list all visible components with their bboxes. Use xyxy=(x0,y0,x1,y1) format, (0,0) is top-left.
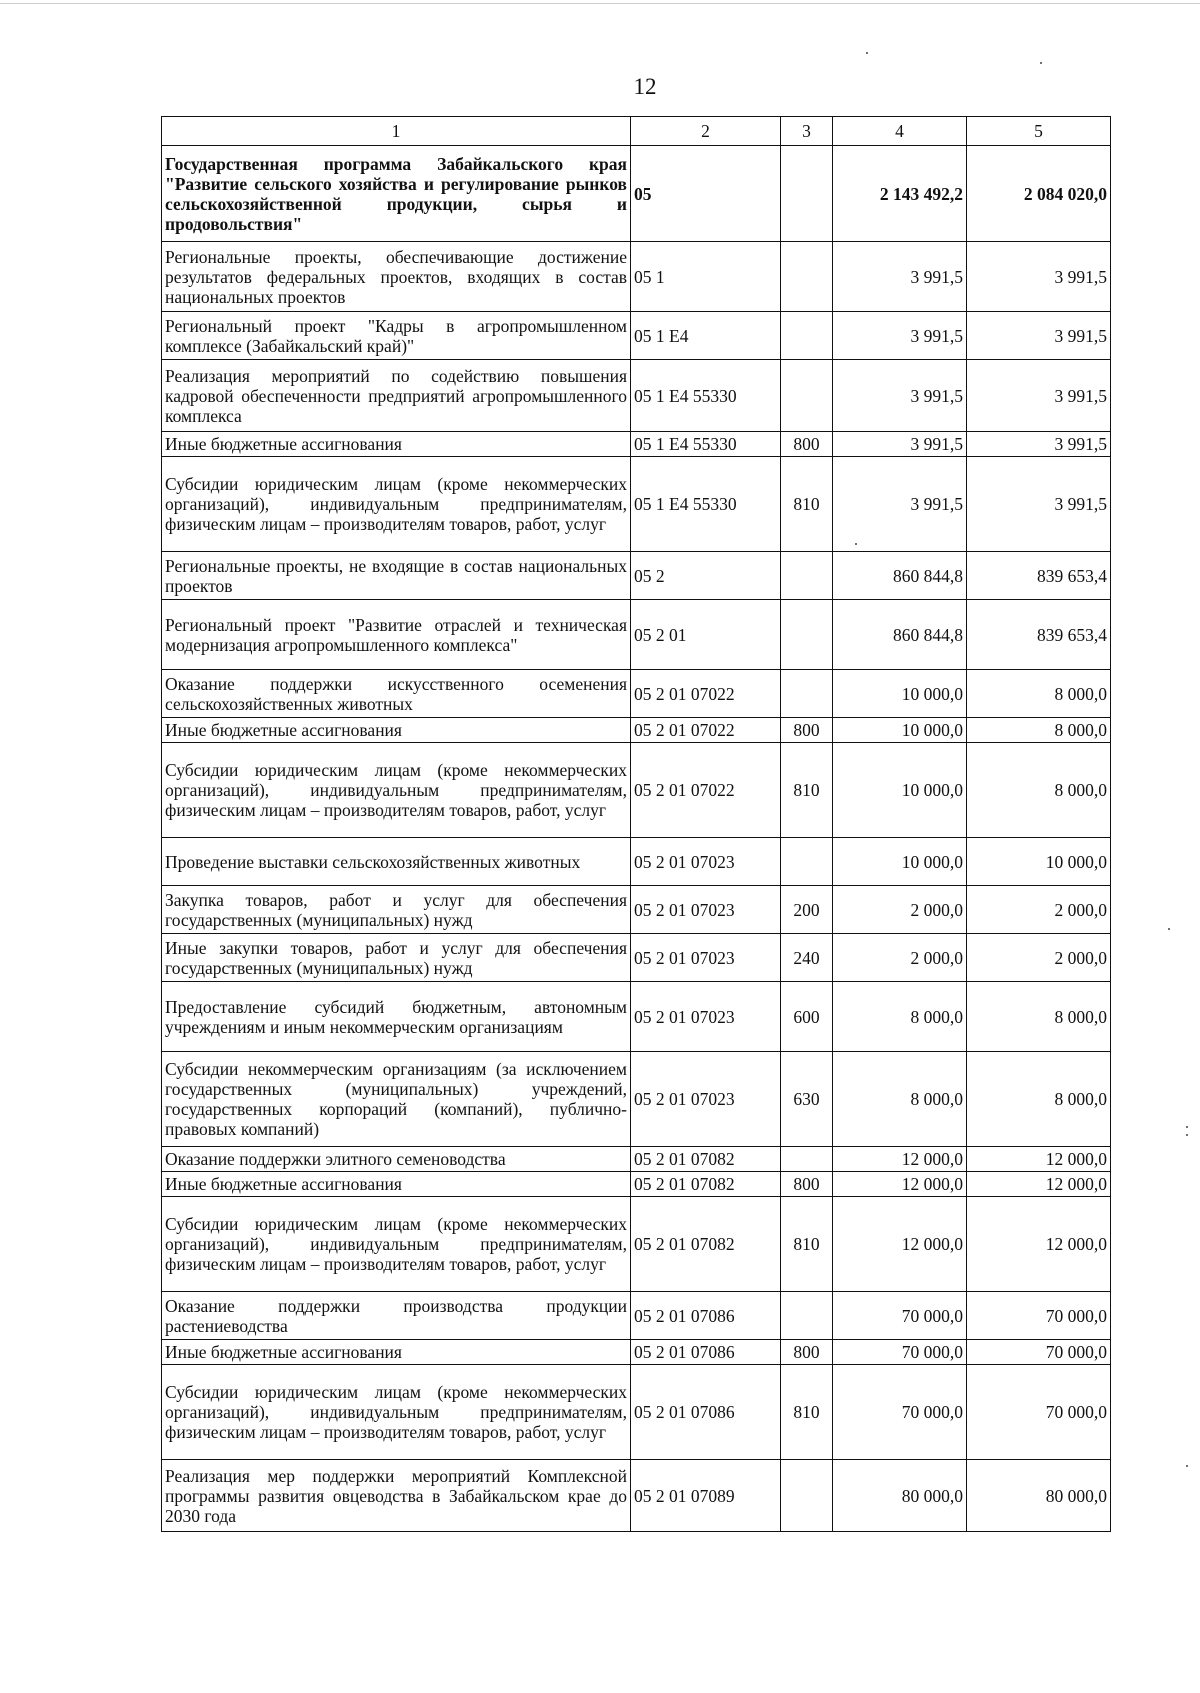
row-name-cell: Оказание поддержки искусственного осеменения сельскохозяйственных животных xyxy=(162,670,631,718)
table-row xyxy=(162,718,1111,743)
table-row xyxy=(162,1292,1111,1340)
table-row xyxy=(162,312,1111,360)
row-sum-2020-cell: 80 000,0 xyxy=(833,1460,967,1532)
row-sum-2021-cell: 80 000,0 xyxy=(967,1460,1111,1532)
row-sum-2020-cell: 12 000,0 xyxy=(833,1147,967,1172)
row-type-cell xyxy=(781,312,833,360)
row-sum-2020-cell: 10 000,0 xyxy=(833,743,967,838)
table-body xyxy=(162,146,1111,1532)
table-row xyxy=(162,552,1111,600)
table-row xyxy=(162,743,1111,838)
row-sum-2021-cell: 8 000,0 xyxy=(967,1052,1111,1147)
page-number: 12 xyxy=(633,74,657,99)
table-row xyxy=(162,360,1111,432)
row-sum-2020-cell: 8 000,0 xyxy=(833,1052,967,1147)
row-type-cell: 800 xyxy=(781,432,833,457)
row-type-cell xyxy=(781,600,833,670)
row-type-cell xyxy=(781,670,833,718)
table-row xyxy=(162,982,1111,1052)
row-code-cell: 05 1 xyxy=(631,242,781,312)
row-sum-2020-cell: 3 991,5 xyxy=(833,432,967,457)
row-type-cell: 800 xyxy=(781,1340,833,1365)
table-row xyxy=(162,457,1111,552)
row-name-cell: Государственная программа Забайкальского края "Развитие сельского хозяйства и регулирование рынков сельскохозяйственной продукции, сырья и продовольствия" xyxy=(162,146,631,242)
row-code-cell: 05 2 01 07082 xyxy=(631,1147,781,1172)
row-sum-2021-cell: 70 000,0 xyxy=(967,1340,1111,1365)
table-row xyxy=(162,1365,1111,1460)
table-row xyxy=(162,1172,1111,1197)
row-sum-2020-cell: 2 000,0 xyxy=(833,934,967,982)
row-name-cell: Оказание поддержки производства продукции растениеводства xyxy=(162,1292,631,1340)
row-name-cell: Субсидии юридическим лицам (кроме некоммерческих организаций), индивидуальным предпринимателям, физическим лицам – производителям товаров, работ, услуг xyxy=(162,457,631,552)
row-sum-2021-cell: 839 653,4 xyxy=(967,600,1111,670)
row-code-cell: 05 2 01 07022 xyxy=(631,743,781,838)
row-sum-2021-cell: 2 000,0 xyxy=(967,934,1111,982)
row-name-cell: Реализация мер поддержки мероприятий Комплексной программы развития овцеводства в Забайкальском крае до 2030 года xyxy=(162,1460,631,1532)
row-sum-2020-cell: 10 000,0 xyxy=(833,718,967,743)
row-name-cell: Иные бюджетные ассигнования xyxy=(162,1340,631,1365)
row-sum-2020-cell: 12 000,0 xyxy=(833,1197,967,1292)
row-name-cell: Предоставление субсидий бюджетным, автономным учреждениям и иным некоммерческим организациям xyxy=(162,982,631,1052)
table-row xyxy=(162,600,1111,670)
scan-edge-line xyxy=(0,3,1200,4)
table-row xyxy=(162,670,1111,718)
row-code-cell: 05 2 01 07023 xyxy=(631,886,781,934)
row-sum-2021-cell: 3 991,5 xyxy=(967,457,1111,552)
row-sum-2021-cell: 3 991,5 xyxy=(967,242,1111,312)
scan-speck xyxy=(866,52,868,54)
row-sum-2020-cell: 3 991,5 xyxy=(833,457,967,552)
table-row xyxy=(162,1147,1111,1172)
row-name-cell: Реализация мероприятий по содействию повышения кадровой обеспеченности предприятий агропромышленного комплекса xyxy=(162,360,631,432)
table-row xyxy=(162,146,1111,242)
row-name-cell: Субсидии юридическим лицам (кроме некоммерческих организаций), индивидуальным предпринимателям, физическим лицам – производителям товаров, работ, услуг xyxy=(162,1365,631,1460)
row-sum-2020-cell: 12 000,0 xyxy=(833,1172,967,1197)
table-row xyxy=(162,432,1111,457)
table-row xyxy=(162,1340,1111,1365)
header-col-2: 2 xyxy=(631,117,781,146)
row-name-cell: Проведение выставки сельскохозяйственных животных xyxy=(162,838,631,886)
row-type-cell xyxy=(781,242,833,312)
row-name-cell: Иные закупки товаров, работ и услуг для обеспечения государственных (муниципальных) нужд xyxy=(162,934,631,982)
row-code-cell: 05 2 01 07086 xyxy=(631,1340,781,1365)
row-sum-2021-cell: 3 991,5 xyxy=(967,432,1111,457)
row-name-cell: Региональный проект "Кадры в агропромышленном комплексе (Забайкальский край)" xyxy=(162,312,631,360)
row-type-cell xyxy=(781,360,833,432)
row-sum-2020-cell: 2 000,0 xyxy=(833,886,967,934)
table-row xyxy=(162,242,1111,312)
row-name-cell: Региональный проект "Развитие отраслей и техническая модернизация агропромышленного комплекса" xyxy=(162,600,631,670)
row-type-cell: 810 xyxy=(781,1365,833,1460)
row-sum-2020-cell: 10 000,0 xyxy=(833,838,967,886)
row-code-cell: 05 2 01 07022 xyxy=(631,670,781,718)
row-type-cell: 800 xyxy=(781,718,833,743)
row-sum-2021-cell: 3 991,5 xyxy=(967,360,1111,432)
header-row xyxy=(162,117,1111,146)
scan-speck xyxy=(1186,1465,1188,1467)
row-code-cell: 05 2 01 07022 xyxy=(631,718,781,743)
row-code-cell: 05 2 01 07023 xyxy=(631,838,781,886)
row-type-cell xyxy=(781,552,833,600)
row-name-cell: Иные бюджетные ассигнования xyxy=(162,1172,631,1197)
row-sum-2021-cell: 8 000,0 xyxy=(967,982,1111,1052)
row-sum-2021-cell: 8 000,0 xyxy=(967,743,1111,838)
row-sum-2021-cell: 12 000,0 xyxy=(967,1172,1111,1197)
row-type-cell xyxy=(781,1460,833,1532)
row-sum-2021-cell: 3 991,5 xyxy=(967,312,1111,360)
table-row xyxy=(162,1197,1111,1292)
row-code-cell: 05 1 Е4 xyxy=(631,312,781,360)
row-type-cell xyxy=(781,1292,833,1340)
header-col-3: 3 xyxy=(781,117,833,146)
table-row xyxy=(162,1052,1111,1147)
row-code-cell: 05 2 01 07089 xyxy=(631,1460,781,1532)
row-type-cell xyxy=(781,1147,833,1172)
row-code-cell: 05 2 01 07082 xyxy=(631,1197,781,1292)
row-name-cell: Оказание поддержки элитного семеноводства xyxy=(162,1147,631,1172)
row-sum-2020-cell: 3 991,5 xyxy=(833,312,967,360)
row-type-cell: 810 xyxy=(781,457,833,552)
row-code-cell: 05 2 xyxy=(631,552,781,600)
row-sum-2020-cell: 70 000,0 xyxy=(833,1292,967,1340)
row-sum-2020-cell: 8 000,0 xyxy=(833,982,967,1052)
row-type-cell xyxy=(781,146,833,242)
row-sum-2021-cell: 12 000,0 xyxy=(967,1147,1111,1172)
row-sum-2021-cell: 2 000,0 xyxy=(967,886,1111,934)
row-sum-2020-cell: 2 143 492,2 xyxy=(833,146,967,242)
scan-speck xyxy=(1186,1126,1188,1128)
table-row xyxy=(162,1460,1111,1532)
row-name-cell: Иные бюджетные ассигнования xyxy=(162,432,631,457)
row-code-cell: 05 2 01 07023 xyxy=(631,982,781,1052)
budget-table xyxy=(161,116,1111,1532)
row-type-cell: 810 xyxy=(781,1197,833,1292)
row-sum-2021-cell: 70 000,0 xyxy=(967,1292,1111,1340)
row-code-cell: 05 xyxy=(631,146,781,242)
row-type-cell: 200 xyxy=(781,886,833,934)
row-name-cell: Субсидии юридическим лицам (кроме некоммерческих организаций), индивидуальным предпринимателям, физическим лицам – производителям товаров, работ, услуг xyxy=(162,743,631,838)
row-sum-2021-cell: 12 000,0 xyxy=(967,1197,1111,1292)
row-sum-2020-cell: 3 991,5 xyxy=(833,360,967,432)
row-code-cell: 05 2 01 07023 xyxy=(631,1052,781,1147)
row-code-cell: 05 2 01 07086 xyxy=(631,1292,781,1340)
row-sum-2021-cell: 70 000,0 xyxy=(967,1365,1111,1460)
row-name-cell: Субсидии некоммерческим организациям (за исключением государственных (муниципальных) учреждений, государственных корпораций (компаний), публично-правовых компаний) xyxy=(162,1052,631,1147)
table-row xyxy=(162,838,1111,886)
row-code-cell: 05 1 Е4 55330 xyxy=(631,457,781,552)
scan-speck xyxy=(855,543,857,545)
header-col-1: 1 xyxy=(162,117,631,146)
row-name-cell: Региональные проекты, обеспечивающие достижение результатов федеральных проектов, входящих в состав национальных проектов xyxy=(162,242,631,312)
row-code-cell: 05 2 01 07023 xyxy=(631,934,781,982)
row-sum-2021-cell: 839 653,4 xyxy=(967,552,1111,600)
table-row xyxy=(162,886,1111,934)
row-type-cell xyxy=(781,838,833,886)
row-code-cell: 05 2 01 07086 xyxy=(631,1365,781,1460)
row-name-cell: Закупка товаров, работ и услуг для обеспечения государственных (муниципальных) нужд xyxy=(162,886,631,934)
row-code-cell: 05 1 Е4 55330 xyxy=(631,432,781,457)
row-sum-2020-cell: 860 844,8 xyxy=(833,552,967,600)
row-type-cell: 630 xyxy=(781,1052,833,1147)
row-name-cell: Иные бюджетные ассигнования xyxy=(162,718,631,743)
row-type-cell: 810 xyxy=(781,743,833,838)
row-type-cell: 240 xyxy=(781,934,833,982)
row-sum-2021-cell: 2 084 020,0 xyxy=(967,146,1111,242)
scan-speck xyxy=(1186,1134,1188,1136)
row-code-cell: 05 1 Е4 55330 xyxy=(631,360,781,432)
row-sum-2020-cell: 70 000,0 xyxy=(833,1340,967,1365)
row-sum-2021-cell: 8 000,0 xyxy=(967,670,1111,718)
row-sum-2020-cell: 3 991,5 xyxy=(833,242,967,312)
row-sum-2021-cell: 10 000,0 xyxy=(967,838,1111,886)
row-sum-2020-cell: 860 844,8 xyxy=(833,600,967,670)
scan-speck xyxy=(1040,62,1042,64)
row-code-cell: 05 2 01 07082 xyxy=(631,1172,781,1197)
table-row xyxy=(162,934,1111,982)
scan-speck xyxy=(1168,928,1170,930)
row-name-cell: Региональные проекты, не входящие в состав национальных проектов xyxy=(162,552,631,600)
row-sum-2020-cell: 10 000,0 xyxy=(833,670,967,718)
header-col-5: 5 xyxy=(967,117,1111,146)
row-sum-2021-cell: 8 000,0 xyxy=(967,718,1111,743)
row-type-cell: 800 xyxy=(781,1172,833,1197)
row-type-cell: 600 xyxy=(781,982,833,1052)
row-code-cell: 05 2 01 xyxy=(631,600,781,670)
row-name-cell: Субсидии юридическим лицам (кроме некоммерческих организаций), индивидуальным предпринимателям, физическим лицам – производителям товаров, работ, услуг xyxy=(162,1197,631,1292)
header-col-4: 4 xyxy=(833,117,967,146)
row-sum-2020-cell: 70 000,0 xyxy=(833,1365,967,1460)
